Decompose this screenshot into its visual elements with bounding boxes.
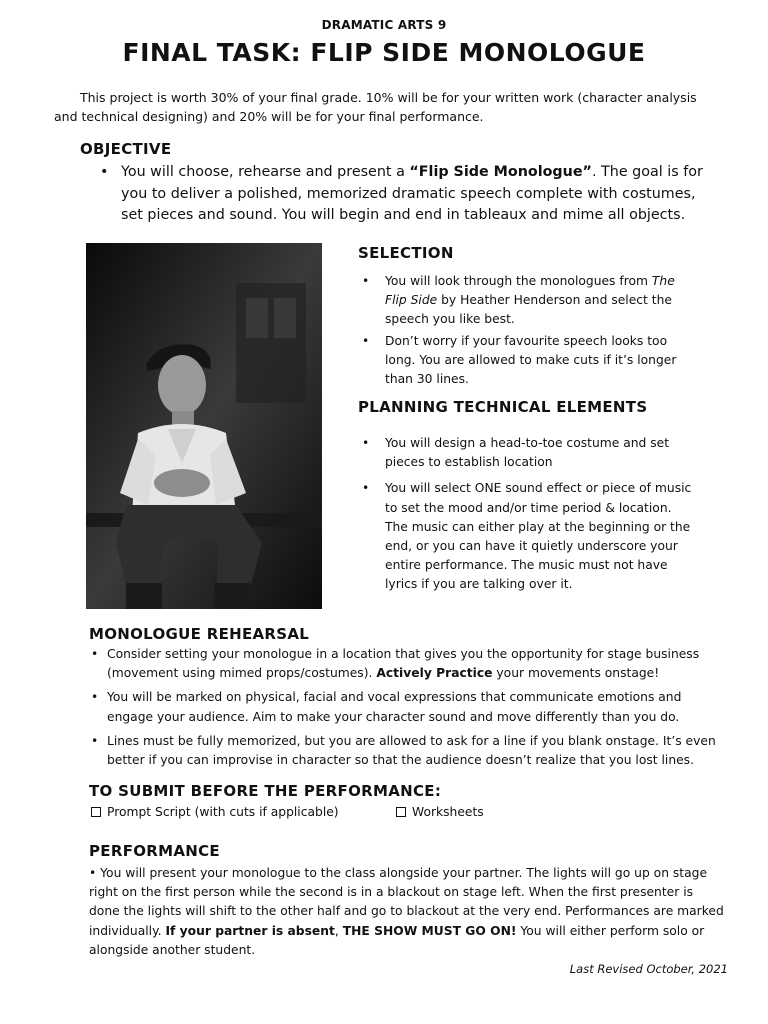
performer-photo (86, 243, 322, 609)
list-item: • You will be marked on physical, facial and vocal expressions that communicate emotions and engage your audience. Aim to make your character sound and move differently than you do. (91, 688, 721, 726)
performance-paragraph: • You will present your monologue to the class alongside your partner. The lights will go up on stage right on the first person while the second is in a blackout on stage left. When the first presenter is done the lights will shift to the other half and go to blackout at the very end. Performances are marked individually. If your partner is absent, THE SHOW MUST GO ON! You will either perform solo or alongside another student. (89, 866, 724, 957)
objective-heading: OBJECTIVE (80, 140, 172, 158)
list-item: • Consider setting your monologue in a location that gives you the opportunity for stage business (movement using mimed props/costumes). Actively Practice your movements onstage! (91, 645, 721, 683)
checkbox-icon[interactable] (396, 807, 406, 817)
submit-heading: TO SUBMIT BEFORE THE PERFORMANCE: (89, 782, 442, 800)
page-title: FINAL TASK: FLIP SIDE MONOLOGUE (122, 38, 646, 67)
rehearsal-heading: MONOLOGUE REHEARSAL (89, 625, 310, 643)
list-item: • You will select ONE sound effect or piece of music to set the mood and/or time period & location. The music can either play at the beginning or the end, or you can have it quietly underscore your entire performance. The music must not have lyrics if you are talking over it. (362, 479, 692, 594)
last-revised-note: Last Revised October, 2021 (569, 962, 728, 976)
list-item: • Don’t worry if your favourite speech looks too long. You are allowed to make cuts if it’s longer than 30 lines. (362, 332, 692, 390)
performer-photo-art (86, 243, 322, 609)
rehearsal-list (91, 645, 721, 775)
list-item: • Lines must be fully memorized, but you are allowed to ask for a line if you blank onstage. It’s even better if you can improvise in character so that the audience doesn’t realize that you lost lines. (91, 732, 721, 770)
selection-list (362, 272, 692, 391)
planning-heading: PLANNING TECHNICAL ELEMENTS (358, 398, 648, 416)
checklist-prompt-script[interactable] (91, 803, 339, 821)
planning-list (362, 434, 692, 602)
objective-item: • You will choose, rehearse and present a “Flip Side Monologue”. The goal is for you to deliver a polished, memorized dramatic speech complete with costumes, set pieces and sound. You will begin and end in tableaux and mime all objects. (100, 162, 720, 227)
performance-heading: PERFORMANCE (89, 842, 220, 860)
checklist-label: Prompt Script (with cuts if applicable) (107, 805, 339, 819)
checkbox-icon[interactable] (91, 807, 101, 817)
intro-paragraph: This project is worth 30% of your final grade. 10% will be for your written work (character analysis and technical designing) and 20% will be for your final performance. (54, 90, 697, 124)
list-item: • You will look through the monologues from The Flip Side by Heather Henderson and select the speech you like best. (362, 272, 692, 330)
selection-heading: SELECTION (358, 244, 454, 262)
checklist-worksheets[interactable] (396, 803, 484, 821)
list-item: • You will design a head-to-toe costume and set pieces to establish location (362, 434, 692, 472)
course-label: DRAMATIC ARTS 9 (321, 18, 447, 32)
objective-list (100, 162, 720, 227)
checklist-label: Worksheets (412, 805, 484, 819)
